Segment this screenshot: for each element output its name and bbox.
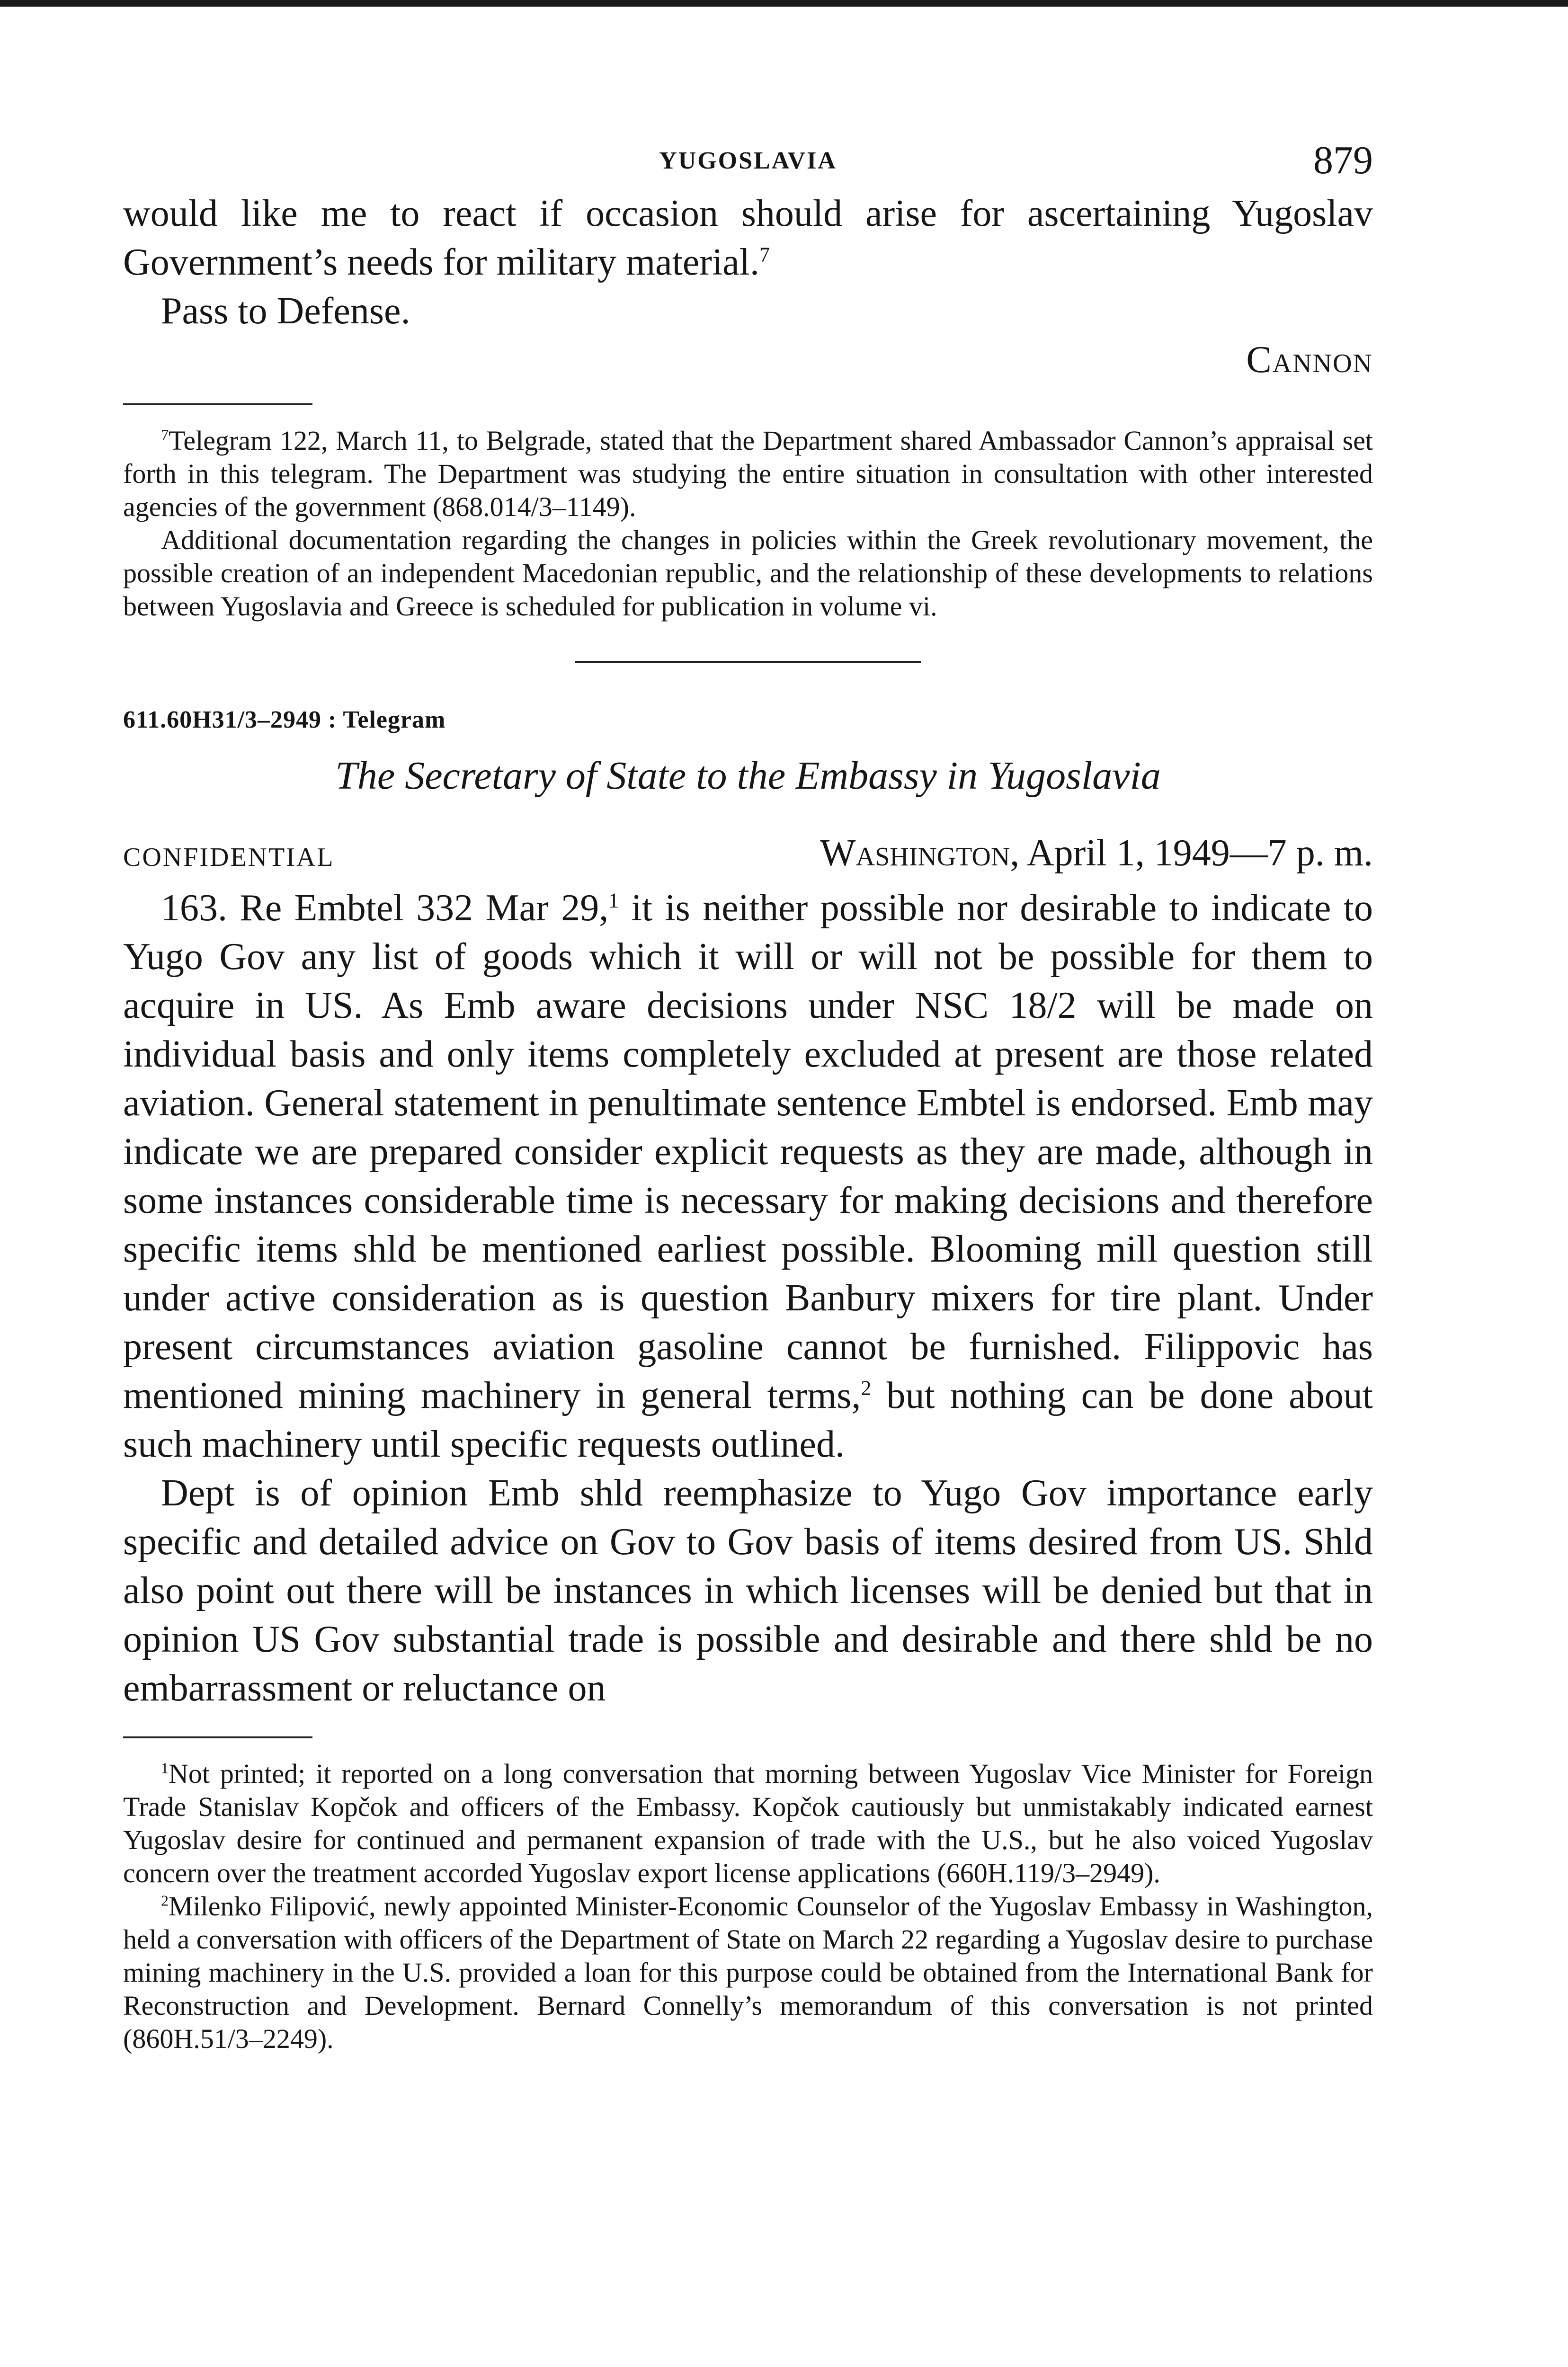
file-number: 611.60H31/3–2949 : Telegram	[123, 706, 446, 733]
section-divider	[575, 661, 921, 663]
page	[123, 137, 1373, 2056]
footnote-ref-7: 7	[759, 243, 770, 267]
telegram-body	[123, 884, 1373, 1713]
footnote-2: $^2$Milenko Filipović, newly appointed Minister-Economic Counselor of the Yugoslav Embassy in Washington, held a conversation with officers of the Department of State on March 22 regarding a Yugoslav desire to purchase mining machinery in the U.S. provided a loan for this purpose could be obtained from the International Bank for Reconstruction and Development. Bernard Connelly’s memorandum of this conversation is not printed (860H.51/3–2249).	[123, 1891, 1373, 2054]
place-date	[820, 832, 1373, 875]
footnote-additional: Additional documentation regarding the changes in policies within the Greek revolutionary movement, the possible creation of an independent Macedonian republic, and the relationship of these developments to relations between Yugoslavia and Greece is scheduled for publication in volume vi.	[123, 525, 1373, 622]
footnote-ref-1: 1	[608, 889, 619, 912]
footnote-rule-bottom	[123, 1736, 312, 1738]
place: Washington,	[820, 832, 1020, 874]
signature: Cannon	[1246, 339, 1373, 381]
date: April 1, 1949—7 p. m.	[1026, 832, 1373, 874]
footnotes-bottom	[123, 1757, 1373, 2056]
opening-text	[123, 189, 1373, 336]
telegram-paragraph-2: Dept is of opinion Emb shld reemphasize to Yugo Gov importance early specific and detailed advice on Gov to Gov basis of items desired from US. Shld also point out there will be instances in which licenses will be denied but that in opinion US Gov substantial trade is possible and desirable and there shld be no embarrassment or reluctance on	[123, 1472, 1373, 1709]
page-number: 879	[1313, 138, 1373, 182]
dateline	[123, 832, 1373, 884]
classification: CONFIDENTIAL	[123, 843, 335, 872]
footnote-rule	[123, 403, 312, 405]
running-head-title: YUGOSLAVIA	[659, 147, 837, 174]
scan-border	[0, 0, 1568, 7]
telegram-paragraph-1: 163. Re Embtel 332 Mar 29,$^1$ it is neither possible nor desirable to indicate to Yugo Gov any list of goods which it will or will not be possible for them to acquire in US. As Emb aware decisions under NSC 18/2 will be made on individual basis and only items completely excluded at present are those related aviation. General statement in penultimate sentence Embtel is endorsed. Emb may indicate we are prepared consider explicit requests as they are made, although in some instances considerable time is necessary for making decisions and therefore specific items shld be mentioned earliest possible. Blooming mill question still under active consideration as is question Banbury mixers for tire plant. Under present circumstances aviation gasoline cannot be furnished. Filippovic has mentioned mining machinery in general terms,$^2$ but nothing can be done about such machinery until specific requests outlined.	[123, 887, 1373, 1465]
footnote-7: $^7$Telegram 122, March 11, to Belgrade, stated that the Department shared Ambassador Cannon’s appraisal set forth in this telegram. The Department was studying the entire situation in consultation with other interested agencies of the government (868.014/3–1149).	[123, 425, 1373, 522]
document-title: The Secretary of State to the Embassy in Yugoslavia	[335, 754, 1161, 798]
pass-line: Pass to Defense.	[161, 290, 410, 332]
footnotes-top	[123, 424, 1373, 623]
opening-paragraph: would like me to react if occasion should arise for ascertaining Yugoslav Government’s needs for military material.$^7$	[123, 193, 1373, 283]
running-head	[123, 137, 1373, 189]
footnote-1: $^1$Not printed; it reported on a long conversation that morning between Yugoslav Vice Minister for Foreign Trade Stanislav Kopčok and officers of the Embassy. Kopčok cautiously but unmistakably indicated earnest Yugoslav desire for continued and permanent expansion of trade with the U.S., but he also voiced Yugoslav concern over the treatment accorded Yugoslav export license applications (660H.119/3–2949).	[123, 1758, 1373, 1888]
footnote-ref-2: 2	[861, 1376, 872, 1400]
